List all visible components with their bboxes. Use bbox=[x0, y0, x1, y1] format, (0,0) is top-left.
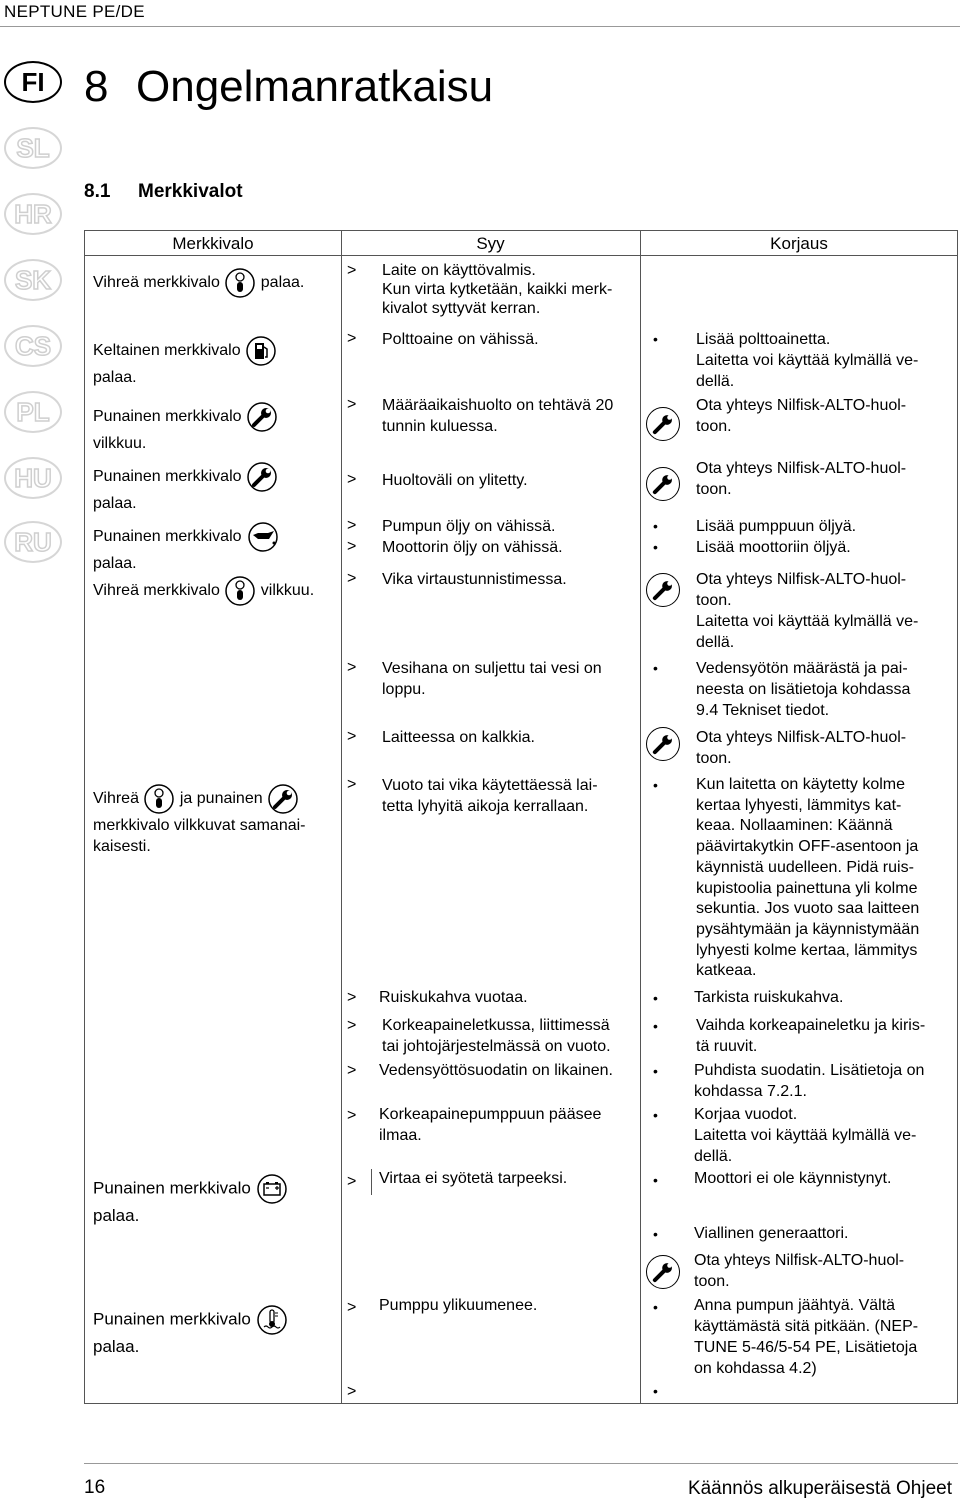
fix-bullet: • bbox=[653, 1063, 658, 1079]
fix-line: kertaa lyhyesti, lämmitys kat- bbox=[696, 796, 902, 814]
indicator-text: Vihreä merkkivalo bbox=[93, 582, 220, 600]
row5-fix-2: Lisää moottoriin öljyä. bbox=[696, 539, 851, 556]
lang-tab-cs[interactable]: CS bbox=[4, 325, 62, 367]
indicator-text: Punainen merkkivalo bbox=[93, 468, 242, 486]
row6-fix-3 bbox=[696, 727, 906, 769]
section-title: Merkkivalot bbox=[138, 181, 243, 202]
fix-bullet: • bbox=[653, 1018, 658, 1034]
cause-marker: > bbox=[347, 1299, 357, 1316]
header-cause: Syy bbox=[476, 234, 505, 253]
green-light-icon bbox=[143, 783, 175, 815]
cause-marker: > bbox=[347, 1173, 357, 1190]
fix-line: toon. bbox=[696, 418, 732, 435]
chapter-number: 8 bbox=[84, 62, 109, 111]
battery-icon bbox=[256, 1173, 288, 1205]
row6-fix-1 bbox=[696, 569, 918, 653]
row7-cause-4: Vedensyöttösuodatin on likainen. bbox=[379, 1062, 613, 1079]
section-number: 8.1 bbox=[84, 181, 111, 202]
indicator-state: vilkkuu. bbox=[260, 582, 315, 600]
cause-line: Kun virta kytketään, kaikki merk- bbox=[382, 281, 613, 298]
fix-line: toon. bbox=[696, 750, 732, 767]
fix-line: Laitetta voi käyttää kylmällä ve- bbox=[696, 613, 919, 630]
fix-line: 9.4 Tekniset tiedot. bbox=[696, 702, 830, 719]
row8-indicator bbox=[93, 1173, 288, 1226]
fix-line: lyhyesti kolme kertaa, lämmitys bbox=[696, 941, 918, 959]
indicator-state: palaa. bbox=[260, 274, 305, 292]
fix-bullet: • bbox=[653, 1226, 658, 1242]
indicator-text: Punainen merkkivalo bbox=[93, 1309, 251, 1329]
service-wrench-icon bbox=[646, 467, 680, 501]
row7-cause-3 bbox=[382, 1015, 611, 1057]
cause-divider bbox=[371, 1169, 372, 1195]
row6-fix-2 bbox=[696, 658, 910, 721]
indicator-state: merkkivalo vilkkuvat samanai- bbox=[93, 817, 306, 834]
cause-line: tetta lyhyitä aikoja kerrallaan. bbox=[382, 798, 589, 815]
fix-line: kupistoolia painettuna yli kolme bbox=[696, 879, 918, 897]
cause-marker: > bbox=[347, 396, 357, 413]
cause-line: Vuoto tai vika käytettäessä lai- bbox=[382, 777, 598, 794]
fix-line: Ota yhteys Nilfisk-ALTO-huol- bbox=[696, 460, 907, 477]
row3-fix bbox=[696, 395, 906, 437]
fix-line: dellä. bbox=[696, 634, 735, 651]
fix-line: Vedensyötön määrästä ja pai- bbox=[696, 660, 908, 677]
fix-bullet: • bbox=[653, 539, 658, 555]
cause-marker: > bbox=[347, 570, 357, 587]
row5-indicator bbox=[93, 521, 280, 574]
row6-cause-3: Laitteessa on kalkkia. bbox=[382, 729, 535, 746]
header-fix: Korjaus bbox=[770, 234, 828, 253]
indicator-text: Vihreä bbox=[93, 790, 139, 808]
fix-line: TUNE 5-46/5-54 PE, Lisätietoja bbox=[694, 1339, 918, 1356]
column-divider bbox=[341, 231, 342, 1403]
indicator-state: kaisesti. bbox=[93, 838, 151, 855]
indicator-text: Vihreä merkkivalo bbox=[93, 274, 220, 292]
row4-indicator bbox=[93, 461, 278, 514]
fix-bullet: • bbox=[653, 660, 658, 676]
service-wrench-icon bbox=[646, 1255, 680, 1289]
row7-fix-5 bbox=[694, 1104, 916, 1167]
lang-tab-pl[interactable]: PL bbox=[4, 391, 62, 433]
row7-fix-4 bbox=[694, 1060, 924, 1102]
fix-line: toon. bbox=[694, 1273, 730, 1290]
fix-line: dellä. bbox=[694, 1148, 733, 1165]
row6-cause-1: Vika virtaustunnistimessa. bbox=[382, 571, 567, 588]
row7-cause-2: Ruiskukahva vuotaa. bbox=[379, 989, 528, 1006]
cause-line: Korkeapainepumppuun pääsee bbox=[379, 1106, 602, 1123]
cause-line: Korkeapaineletkussa, liittimessä bbox=[382, 1017, 610, 1034]
indicator-text: Punainen merkkivalo bbox=[93, 408, 242, 426]
indicator-state: palaa. bbox=[93, 1337, 140, 1356]
indicator-state: palaa. bbox=[93, 495, 137, 512]
row4-cause: Huoltoväli on ylitetty. bbox=[382, 472, 528, 489]
fix-bullet: • bbox=[653, 331, 658, 347]
indicator-table bbox=[84, 230, 958, 1404]
chapter-title: Ongelmanratkaisu bbox=[136, 62, 494, 111]
fix-bullet: • bbox=[653, 518, 658, 534]
row1-indicator bbox=[93, 267, 304, 299]
fix-line: tä ruuvit. bbox=[696, 1038, 758, 1055]
row7-fix-2: Tarkista ruiskukahva. bbox=[694, 989, 844, 1006]
page-number: 16 bbox=[84, 1477, 106, 1498]
indicator-text: Punainen merkkivalo bbox=[93, 528, 242, 546]
row8-cause-1: Virtaa ei syötetä tarpeeksi. bbox=[379, 1170, 568, 1187]
fix-line: Ota yhteys Nilfisk-ALTO-huol- bbox=[696, 729, 907, 746]
indicator-state: palaa. bbox=[93, 1206, 140, 1225]
wrench-icon bbox=[246, 401, 278, 433]
row8-fix-2: Viallinen generaattori. bbox=[694, 1225, 849, 1242]
fix-line: dellä. bbox=[696, 373, 735, 390]
fix-line: päävirtakytkin OFF-asentoon ja bbox=[696, 838, 919, 856]
fix-line: Korjaa vuodot. bbox=[694, 1106, 798, 1123]
indicator-state: vilkkuu. bbox=[93, 435, 147, 452]
service-wrench-icon bbox=[646, 573, 680, 607]
header-divider bbox=[85, 255, 957, 256]
fix-line: käyttämästä sitä pitkään. (NEP- bbox=[694, 1318, 919, 1335]
fix-line: Ota yhteys Nilfisk-ALTO-huol- bbox=[696, 571, 907, 588]
indicator-text: ja punainen bbox=[179, 790, 263, 808]
row7-cause-1 bbox=[382, 775, 598, 817]
fix-bullet: • bbox=[653, 777, 658, 793]
cause-marker: > bbox=[347, 1383, 357, 1400]
header-title: NEPTUNE PE/DE bbox=[4, 2, 145, 21]
cause-marker: > bbox=[347, 471, 357, 488]
cause-line: kivalot syttyvät kerran. bbox=[382, 300, 541, 317]
cause-line: ilmaa. bbox=[379, 1127, 422, 1144]
header-indicator: Merkkivalo bbox=[172, 234, 254, 253]
cause-marker: > bbox=[347, 1062, 357, 1079]
lang-tab-fi[interactable]: FI bbox=[4, 61, 62, 103]
lang-tab-sk[interactable]: SK bbox=[4, 259, 62, 301]
fix-line: Laitetta voi käyttää kylmällä ve- bbox=[694, 1127, 917, 1144]
running-header bbox=[0, 0, 960, 27]
cause-line: Määräaikaishuolto on tehtävä 20 bbox=[382, 397, 614, 414]
cause-line: Vesihana on suljettu tai vesi on bbox=[382, 660, 602, 677]
fix-line: Laitetta voi käyttää kylmällä ve- bbox=[696, 352, 919, 369]
row7-indicator bbox=[93, 783, 306, 857]
fix-line: Puhdista suodatin. Lisätietoja on bbox=[694, 1062, 925, 1079]
fix-line: kohdassa 7.2.1. bbox=[694, 1083, 807, 1100]
fix-line: käynnistä uudelleen. Pidä ruis- bbox=[696, 858, 914, 876]
fix-line: katkeaa. bbox=[696, 962, 757, 980]
fix-bullet: • bbox=[653, 1383, 658, 1399]
fix-line: Anna pumpun jäähtyä. Vältä bbox=[694, 1297, 896, 1314]
row9-cause-1: Pumppu ylikuumenee. bbox=[379, 1297, 538, 1314]
fuel-icon bbox=[245, 335, 277, 367]
row7-cause-5 bbox=[379, 1104, 601, 1146]
row9-fix-1 bbox=[694, 1295, 918, 1379]
row3-cause bbox=[382, 395, 613, 437]
cause-marker: > bbox=[347, 538, 357, 555]
indicator-state: palaa. bbox=[93, 555, 137, 572]
lang-tab-hu[interactable]: HU bbox=[4, 457, 62, 499]
fix-line: Kun laitetta on käytetty kolme bbox=[696, 776, 905, 793]
green-light-icon bbox=[224, 575, 256, 607]
cause-marker: > bbox=[347, 262, 357, 279]
row8-fix-1: Moottori ei ole käynnistynyt. bbox=[694, 1170, 892, 1187]
cause-marker: > bbox=[347, 776, 357, 793]
row6-indicator bbox=[93, 575, 314, 607]
indicator-text: Keltainen merkkivalo bbox=[93, 342, 241, 360]
row1-cause bbox=[382, 261, 612, 318]
fix-line: Lisää polttoainetta. bbox=[696, 331, 831, 348]
fix-line: on kohdassa 4.2) bbox=[694, 1360, 817, 1377]
row3-indicator bbox=[93, 401, 278, 454]
fix-line: neesta on lisätietoja kohdassa bbox=[696, 681, 911, 698]
cause-line: tunnin kuluessa. bbox=[382, 418, 498, 435]
wrench-icon bbox=[246, 461, 278, 493]
row9-indicator bbox=[93, 1304, 288, 1357]
row4-fix bbox=[696, 458, 906, 500]
fix-line: toon. bbox=[696, 592, 732, 609]
service-wrench-icon bbox=[646, 727, 680, 761]
section-heading bbox=[84, 181, 243, 203]
row5-fix-1: Lisää pumppuun öljyä. bbox=[696, 518, 857, 535]
row5-cause-2: Moottorin öljy on vähissä. bbox=[382, 539, 563, 556]
lang-tab-hr[interactable]: HR bbox=[4, 193, 62, 235]
cause-marker: > bbox=[347, 517, 357, 534]
cause-marker: > bbox=[347, 1017, 357, 1034]
footer-text: Käännös alkuperäisestä Ohjeet bbox=[687, 1478, 952, 1499]
fix-line: pysähtymään ja käynnistymään bbox=[696, 920, 920, 938]
cause-marker: > bbox=[347, 728, 357, 745]
cause-line: tai johtojärjestelmässä on vuoto. bbox=[382, 1038, 611, 1055]
wrench-icon bbox=[267, 783, 299, 815]
row2-indicator bbox=[93, 335, 277, 388]
footer-rule bbox=[84, 1463, 958, 1464]
row7-fix-1 bbox=[696, 775, 919, 982]
fix-bullet: • bbox=[653, 1107, 658, 1123]
cause-marker: > bbox=[347, 330, 357, 347]
cause-line: Laite on käyttövalmis. bbox=[382, 262, 536, 279]
indicator-text: Punainen merkkivalo bbox=[93, 1178, 251, 1198]
row2-cause: Polttoaine on vähissä. bbox=[382, 331, 539, 348]
oil-can-icon bbox=[246, 521, 280, 553]
cause-marker: > bbox=[347, 659, 357, 676]
row7-fix-3 bbox=[696, 1015, 925, 1057]
fix-line: keaa. Nollaaminen: Käännä bbox=[696, 817, 893, 835]
cause-marker: > bbox=[347, 1107, 357, 1124]
service-wrench-icon bbox=[646, 407, 680, 441]
fix-bullet: • bbox=[653, 1299, 658, 1315]
temperature-icon bbox=[256, 1304, 288, 1336]
fix-line: Vaihda korkeapaineletku ja kiris- bbox=[696, 1017, 926, 1034]
fix-line: Ota yhteys Nilfisk-ALTO-huol- bbox=[696, 397, 907, 414]
row8-fix-3 bbox=[694, 1250, 904, 1292]
row2-fix bbox=[696, 329, 918, 392]
fix-line: Ota yhteys Nilfisk-ALTO-huol- bbox=[694, 1252, 905, 1269]
row5-cause-1: Pumpun öljy on vähissä. bbox=[382, 518, 556, 535]
fix-line: sekuntia. Jos vuoto saa laitteen bbox=[696, 900, 920, 918]
fix-bullet: • bbox=[653, 1172, 658, 1188]
cause-marker: > bbox=[347, 989, 357, 1006]
cause-line: loppu. bbox=[382, 681, 426, 698]
lang-tab-ru[interactable]: RU bbox=[4, 521, 62, 563]
green-light-icon bbox=[224, 267, 256, 299]
row6-cause-2 bbox=[382, 658, 602, 700]
indicator-state: palaa. bbox=[93, 369, 137, 386]
column-divider bbox=[640, 231, 641, 1403]
fix-line: toon. bbox=[696, 481, 732, 498]
chapter-heading bbox=[84, 62, 493, 112]
fix-bullet: • bbox=[653, 990, 658, 1006]
lang-tab-sl[interactable]: SL bbox=[4, 127, 62, 169]
